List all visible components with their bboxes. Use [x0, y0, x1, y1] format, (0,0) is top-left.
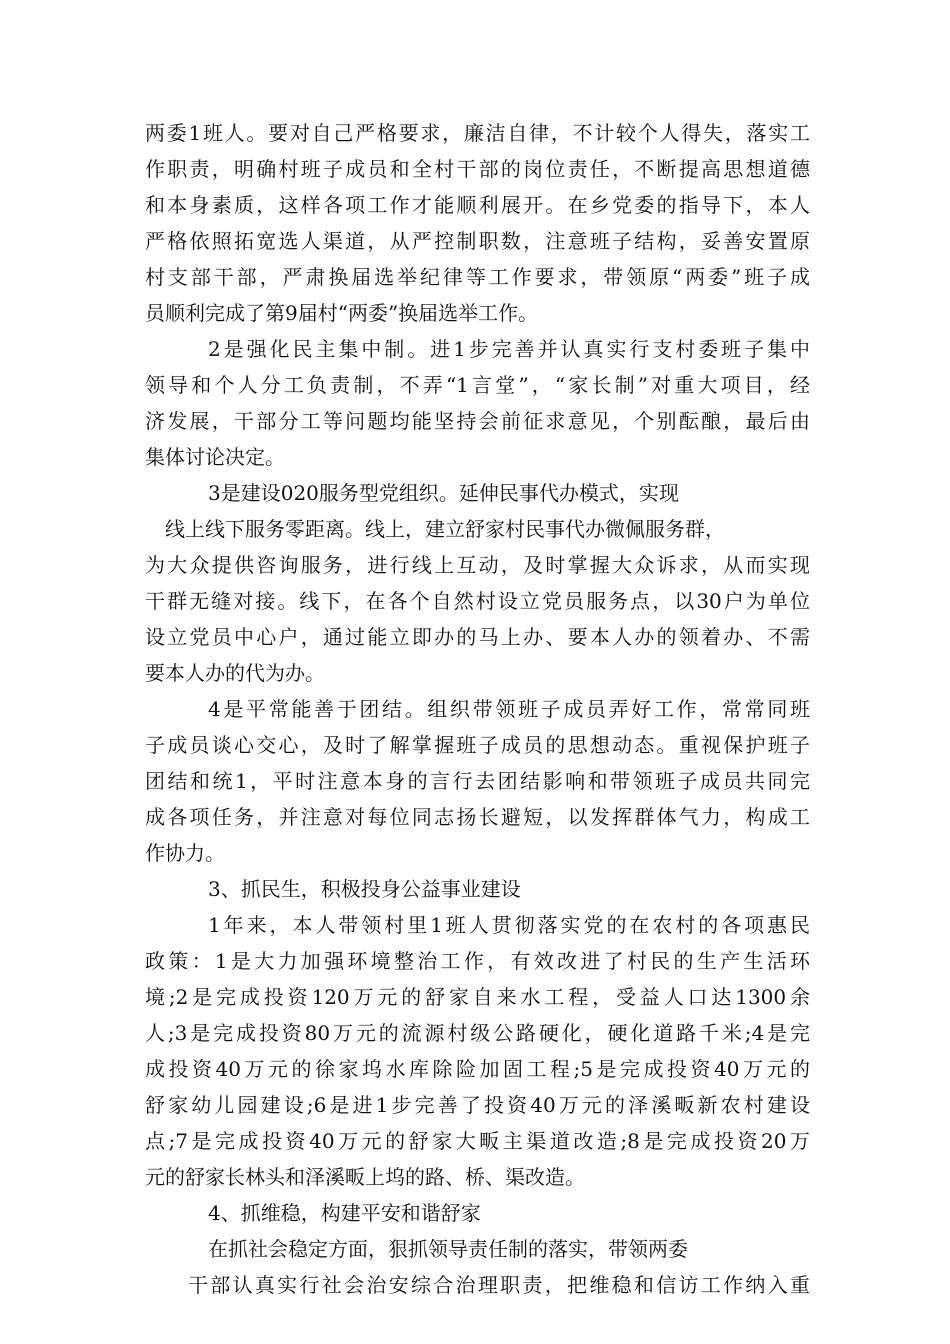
text-line: 线上线下服务零距离。线上，建立舒家村民事代办微佩服务群，: [165, 517, 725, 541]
text-line: 干部认真实行社会治安综合治理职责，把维稳和信访工作纳入重: [188, 1273, 810, 1297]
text-line: 境;2是完成投资120万元的舒家自来水工程，受益人口达1300余: [145, 985, 810, 1009]
text-line: 集体讨论决定。: [145, 445, 285, 469]
text-line: 干群无缝对接。线下，在各个自然村设立党员服务点，以30户为单位: [145, 589, 810, 613]
text-line: 为大众提供咨询服务，进行线上互动，及时掌握大众诉求，从而实现: [145, 553, 810, 577]
section-heading: 4、抓维稳，构建平安和谐舒家: [208, 1201, 481, 1225]
text-line: 成各项任务，并注意对每位同志扬长避短，以发挥群体气力，构成工: [145, 805, 810, 829]
text-line: 员顺利完成了第9届村“两委”换届选举工作。: [145, 301, 539, 325]
text-line: 严格依照拓宽选人渠道，从严控制职数，注意班子结构，妥善安置原: [145, 229, 810, 253]
text-line: 舒家幼儿园建设;6是进1步完善了投资40万元的泽溪畈新农村建设: [145, 1093, 810, 1117]
text-line: 村支部干部，严肃换届选举纪律等工作要求，带领原“两委”班子成: [145, 265, 810, 289]
text-line: 人;3是完成投资80万元的流源村级公路硬化，硬化道路千米;4是完: [145, 1021, 810, 1045]
text-line: 政策：1是大力加强环境整治工作，有效改进了村民的生产生活环: [145, 949, 810, 973]
text-line: 元的舒家长林头和泽溪畈上坞的路、桥、渠改造。: [145, 1165, 585, 1189]
section-heading: 3、抓民生，积极投身公益事业建设: [208, 877, 521, 901]
text-line: 济发展，干部分工等问题均能坚持会前征求意见，个别酝酿，最后由: [145, 409, 810, 433]
text-line: 作协力。: [145, 841, 225, 865]
text-line: 作职责，明确村班子成员和全村干部的岗位责任，不断提高思想道德: [145, 157, 810, 181]
text-line: 团结和统1，平时注意本身的言行去团结影响和带领班子成员共同完: [145, 769, 810, 793]
text-line: 和本身素质，这样各项工作才能顺利展开。在乡党委的指导下，本人: [145, 193, 810, 217]
text-line: 两委1班人。要对自己严格要求，廉洁自律，不计较个人得失，落实工: [145, 121, 810, 145]
paragraph-first-line: 2是强化民主集中制。进1步完善并认真实行支村委班子集中: [208, 337, 810, 361]
paragraph-first-line: 在抓社会稳定方面，狠抓领导责任制的落实，带领两委: [208, 1237, 688, 1261]
paragraph-first-line: 4是平常能善于团结。组织带领班子成员弄好工作，常常同班: [208, 697, 810, 721]
text-line: 设立党员中心户，通过能立即办的马上办、要本人办的领着办、不需: [145, 625, 810, 649]
text-line: 成投资40万元的徐家坞水库除险加固工程;5是完成投资40万元的: [145, 1057, 810, 1081]
paragraph-first-line: 1年来，本人带领村里1班人贯彻落实党的在农村的各项惠民: [208, 913, 810, 937]
text-line: 点;7是完成投资40万元的舒家大畈主渠道改造;8是完成投资20万: [145, 1129, 810, 1153]
text-line: 领导和个人分工负责制，不弄“1言堂”，“家长制”对重大项目，经: [145, 373, 810, 397]
text-line: 要本人办的代为办。: [145, 661, 325, 685]
paragraph-first-line: 3是建设020服务型党组织。延伸民事代办模式，实现: [208, 481, 679, 505]
text-line: 子成员谈心交心，及时了解掌握班子成员的思想动态。重视保护班子: [145, 733, 810, 757]
